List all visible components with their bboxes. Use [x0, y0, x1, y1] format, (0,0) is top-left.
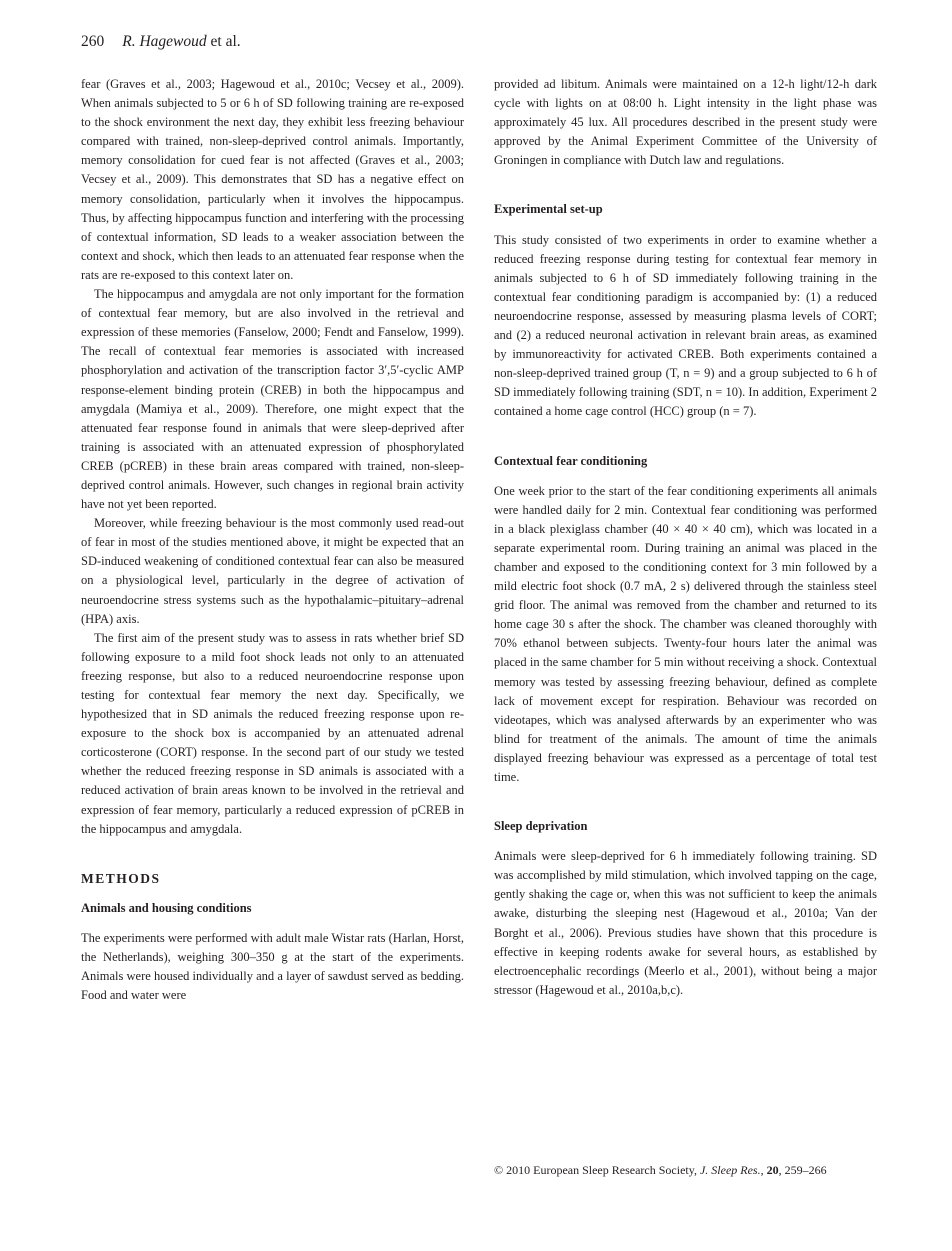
- paragraph: provided ad libitum. Animals were maintained on a 12-h light/12-h dark cycle with lights on at 08:00 h. Light intensity in the light phase was approximately 45 lux. All procedures described in the present study were approved by the Animal Experiment Committee of the University of Groningen in compliance with Dutch law and regulations.: [494, 77, 877, 168]
- paragraph: Moreover, while freezing behaviour is the most commonly used read-out of fear in most of the studies mentioned above, it might be expected that an SD-induced weakening of conditioned contextual fear can also be measured on a physiological level, particularly in the degree of activation of neuroendocrine stress systems such as the hypothalamic–pituitary–adrenal (HPA) axis.: [81, 516, 464, 626]
- footer-prefix: © 2010 European Sleep Research Society,: [494, 1163, 700, 1177]
- running-authors: R. Hagewoud: [122, 33, 207, 50]
- running-header: [81, 33, 241, 51]
- paragraph: fear (Graves et al., 2003; Hagewoud et al., 2010c; Vecsey et al., 2009). When animals subjected to 5 or 6 h of SD following training are re-exposed to the shock environment the next day, they exhibit less freezing behaviour compared with trained, non-sleep-deprived control animals. Importantly, memory consolidation for cued fear is not affected (Graves et al., 2003; Vecsey et al., 2009). This demonstrates that SD has a negative effect on memory consolidation, particularly when it involves the hippocampus. Thus, by affecting hippocampus function and interfering with the processing of contextual information, SD leads to a weaker association between the context and shock, which then leads to an attenuated fear response when the rats are re-exposed to this context later on.: [81, 77, 465, 282]
- paragraph: This study consisted of two experiments in order to examine whether a reduced freezing response during testing for contextual fear memory in animals subjected to 6 h of SD immediately following training in the contextual fear conditioning paradigm is accompanied by: (1) a reduced neuroendocrine response, assessed by measuring plasma levels of CORT; and (2) a reduced neuronal activation in relevant brain areas, as examined by immunoreactivity for activated CREB. Both experiments contained a non-sleep-deprived trained group (T, n = 9) and a group subjected to 6 h of SD immediately following training (SDT, n = 10). In addition, Experiment 2 contained a home cage control (HCC) group (n = 7).: [494, 232, 877, 419]
- paragraph: One week prior to the start of the fear conditioning experiments all animals were handled daily for 2 min. Contextual fear conditioning was performed in a black plexiglass chamber (40 × 40 × 40 cm), which was located in a separate experimental room. During training an animal was placed in the chamber and exposed to the conditioning context for 3 min followed by a mild electric foot shock (0.7 mA, 2 s) delivered through the stainless steel grid floor. The animal was removed from the chamber and returned to its home cage 30 s after the shock. The chamber was cleaned thoroughly with 70% ethanol between subjects. Twenty-four hours later the animal was placed in the same chamber for 5 min without receiving a shock. Contextual memory was tested by assessing freezing behaviour, defined as complete lack of movement except for respiration. Behaviour was recorded on videotapes, which was analysed afterwards by an experimenter who was blind for treatment of the animals. The amount of time the animals displayed freezing behaviour was expressed as a percentage of total test time.: [494, 483, 877, 784]
- subsection-heading: Animals and housing conditions: [81, 900, 252, 915]
- subsection-heading: Contextual fear conditioning: [494, 453, 648, 468]
- footer-journal: J. Sleep Res.: [699, 1163, 761, 1177]
- paragraph: Animals were sleep-deprived for 6 h immediately following training. SD was accomplished by mild stimulation, which involved tapping on the cage, gently shaking the cage or, when this was not sufficient to keep the animals awake, disturbing the sleeping nest (Hagewoud et al., 2010a; Van der Borght et al., 2006). Previous studies have shown that this procedure is effective in keeping rodents awake for several hours, as established by electroencephalic recordings (Meerlo et al., 2001), without being a major stressor (Hagewoud et al., 2010a,b,c).: [494, 849, 877, 997]
- footer-sep: ,: [760, 1163, 767, 1177]
- right-column: [494, 75, 877, 1000]
- subsection-heading: Sleep deprivation: [494, 819, 588, 834]
- running-authors-suffix: et al.: [206, 33, 241, 50]
- page-number: 260: [81, 33, 105, 50]
- footer-volume: 20: [766, 1163, 779, 1177]
- copyright-footer: [494, 1163, 827, 1178]
- footer-pages: , 259–266: [778, 1163, 827, 1177]
- paragraph: The hippocampus and amygdala are not only important for the formation of contextual fear memory, but are also involved in the retrieval and expression of these memories (Fanselow, 2000; Fendt and Fanselow, 1999). The recall of contextual fear memories is associated with increased phosphorylation and activation of the transcription factor 3′,5′-cyclic AMP response-element binding protein (CREB) in both the hippocampus and amygdala (Mamiya et al., 2009). Therefore, one might expect that the attenuated fear response found in animals that were sleep-deprived after training is associated with an attenuated expression of phosphorylated CREB (pCREB) in these brain areas compared with trained, non-sleep-deprived control animals. However, such changes in regional brain activity have not yet been reported.: [81, 287, 464, 512]
- left-column: [81, 75, 464, 1005]
- subsection-heading: Experimental set-up: [494, 202, 603, 217]
- section-heading-methods: METHODS: [81, 870, 161, 886]
- paragraph: The experiments were performed with adult male Wistar rats (Harlan, Horst, the Netherlands), weighing 300–350 g at the start of the experiments. Animals were housed individually and a layer of sawdust served as bedding. Food and water were: [81, 930, 464, 1003]
- paragraph: The first aim of the present study was to assess in rats whether brief SD following exposure to a mild foot shock leads not only to an attenuated freezing response, but also to a reduced neuroendocrine response upon testing for contextual fear memory the next day. Specifically, we hypothesized that in SD animals the reduced freezing response upon re-exposure to the shock box is accompanied by an attenuated adrenal corticosterone (CORT) response. In the second part of our study we tested whether the reduced freezing response in SD animals is associated with a reduced activation of brain areas known to be involved in the retrieval and expression of fear memory, particularly a reduced expression of pCREB in the hippocampus and amygdala.: [81, 630, 464, 836]
